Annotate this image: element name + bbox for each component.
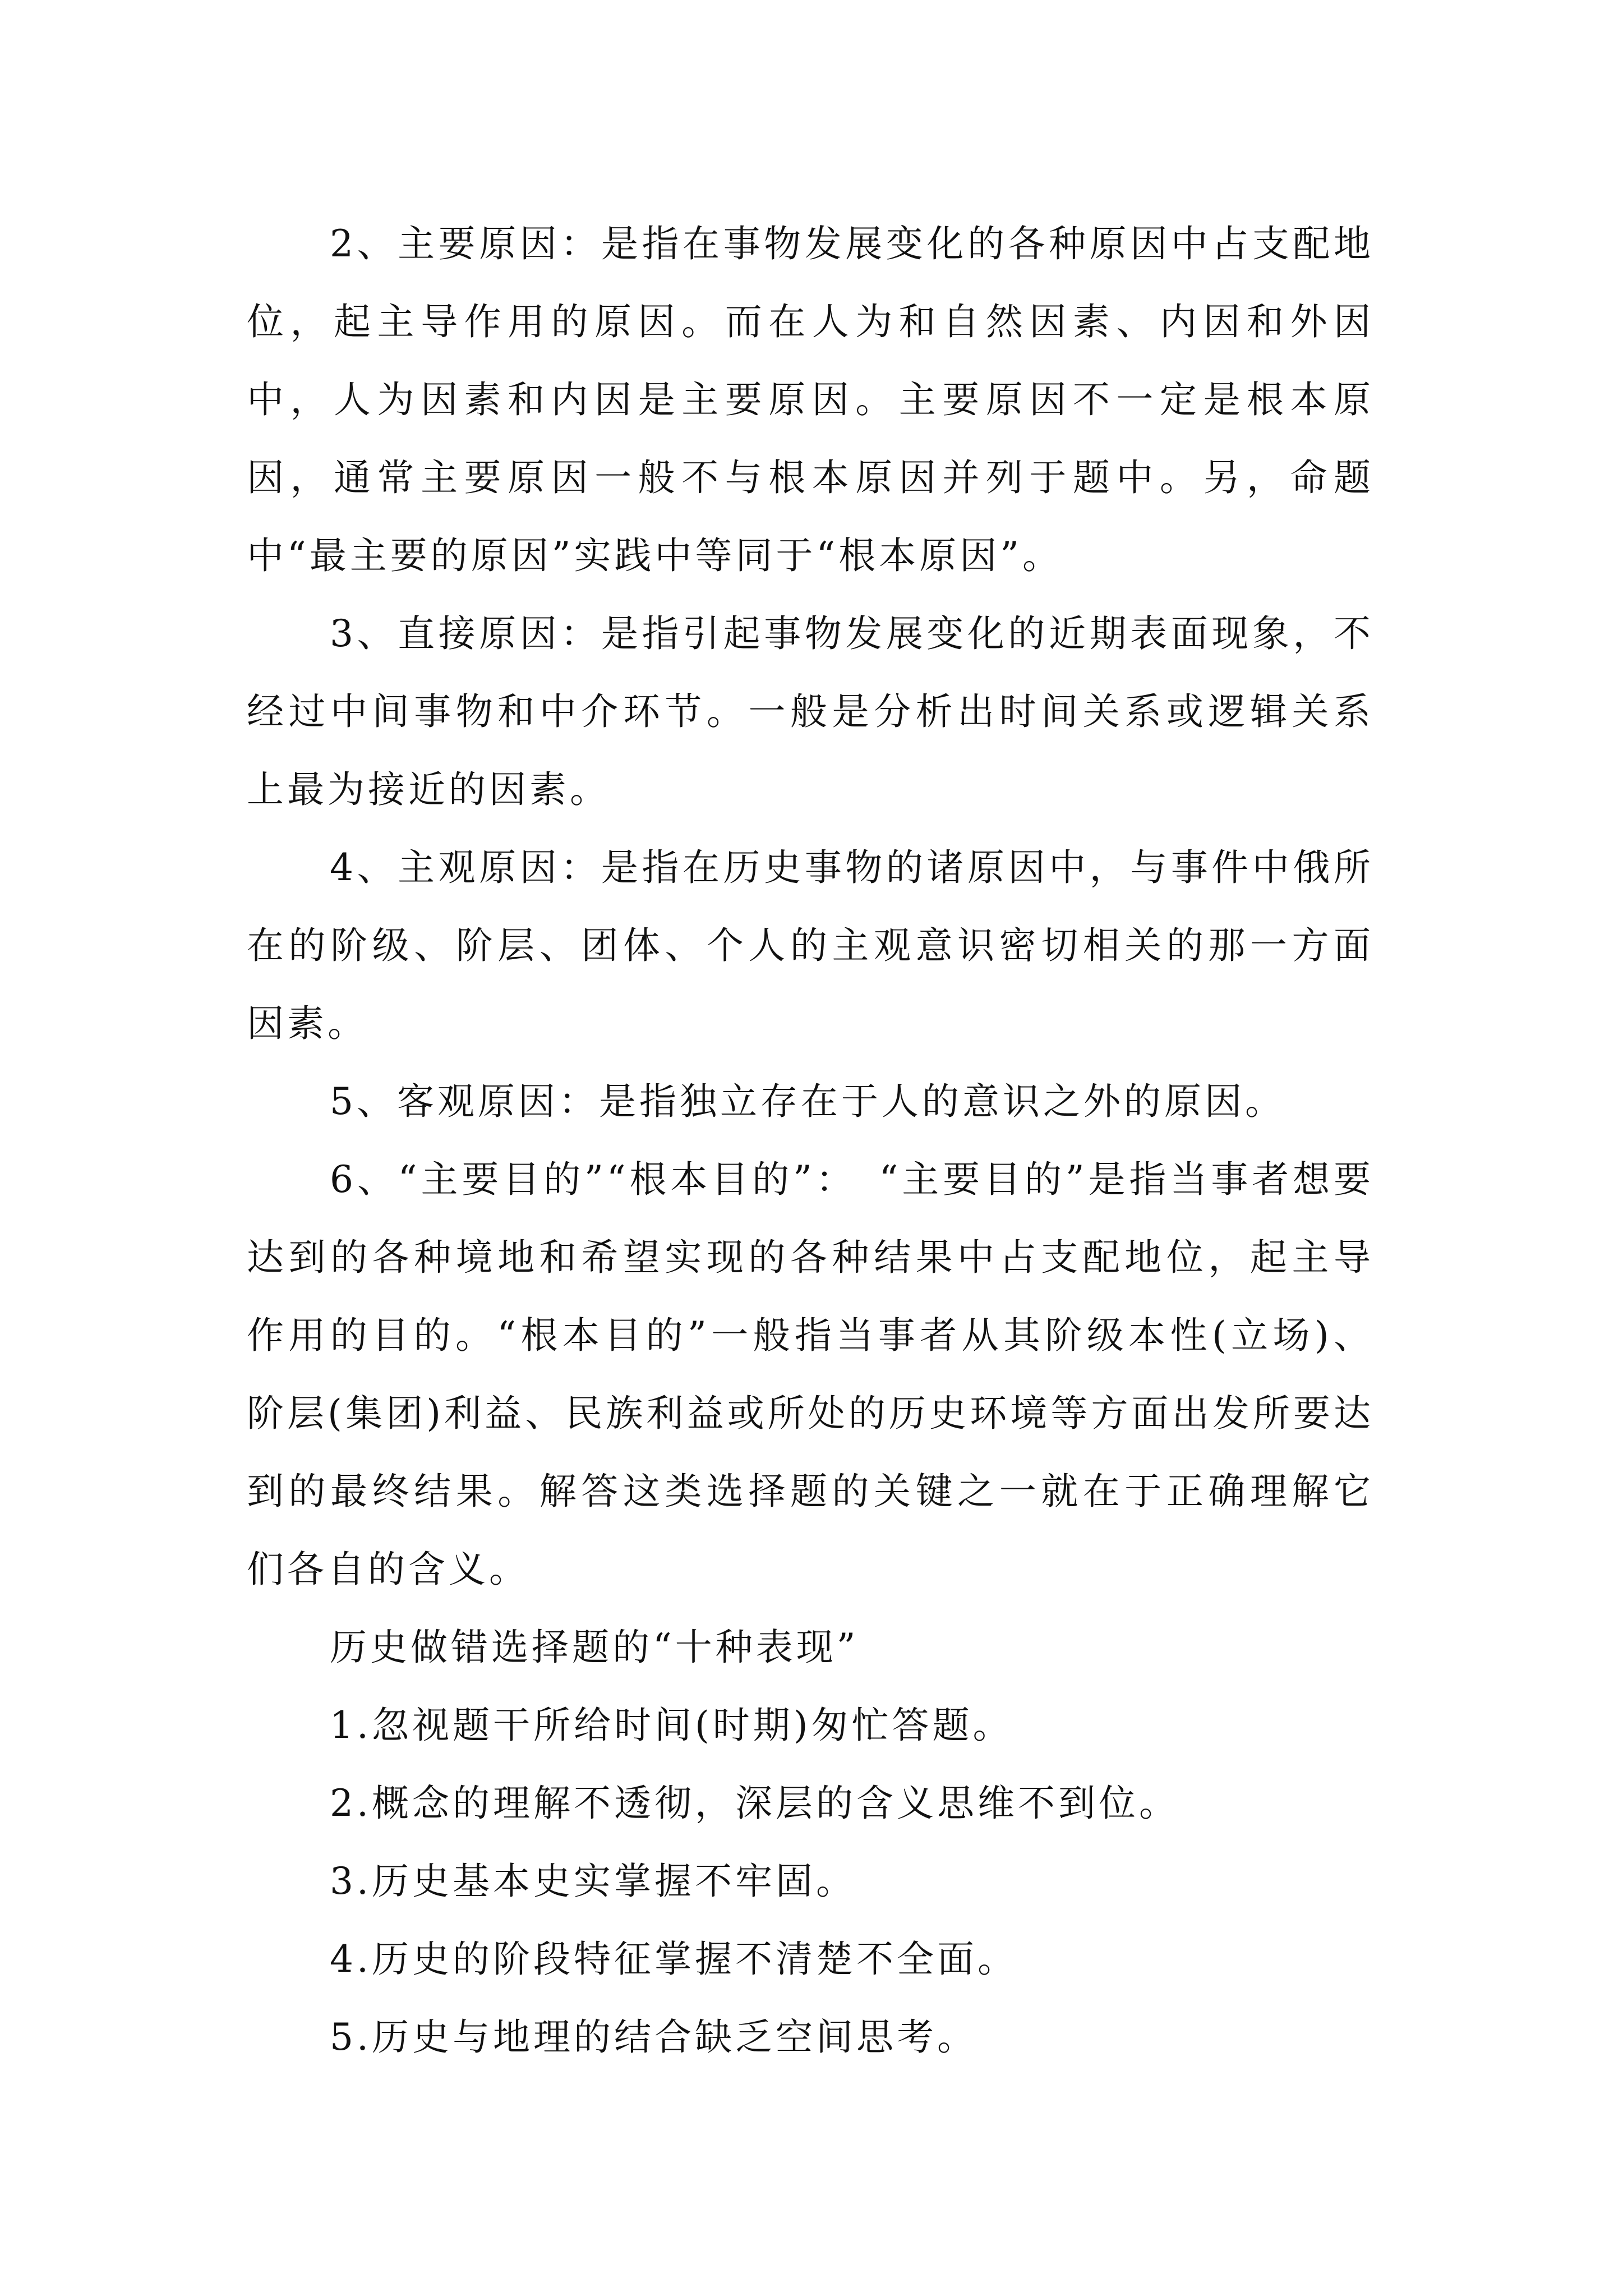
list-item-1: 1.忽视题干所给时间(时期)匆忙答题。 (330, 1704, 1013, 1747)
list-item-3: 3.历史基本史实掌握不牢固。 (330, 1860, 856, 1903)
paragraph-main-cause: 2、主要原因：是指在事物发展变化的各种原因中占支配地位，起主导作用的原因。而在人为和自然因素、内因和外因中，人为因素和内因是主要原因。主要原因不一定是根本原因，通常主要原因一般不与根本原因并列于题中。另，命题中“最主要的原因”实践中等同于“根本原因”。 (247, 222, 1374, 577)
paragraph-subjective-cause: 4、主观原因：是指在历史事物的诸原因中，与事件中俄所在的阶级、阶层、团体、个人的主观意识密切相关的那一方面因素。 (247, 846, 1374, 1045)
document-body (247, 205, 1374, 2076)
list-item-4: 4.历史的阶段特征掌握不清楚不全面。 (330, 1938, 1018, 1981)
list-item-2: 2.概念的理解不透彻，深层的含义思维不到位。 (330, 1782, 1179, 1825)
paragraph-direct-cause: 3、直接原因：是指引起事物发展变化的近期表面现象，不经过中间事物和中介环节。一般是分析出时间关系或逻辑关系上最为接近的因素。 (247, 612, 1374, 811)
paragraph-purpose: 6、“主要目的”“根本目的”： “主要目的”是指当事者想要达到的各种境地和希望实现的各种结果中占支配地位，起主导作用的目的。“根本目的”一般指当事者从其阶级本性(立场)、阶层(集团)利益、民族利益或所处的历史环境等方面出发所要达到的最终结果。解答这类选择题的关键之一就在于正确理解它们各自的含义。 (247, 1158, 1374, 1591)
section-heading-ten-mistakes: 历史做错选择题的“十种表现” (330, 1626, 859, 1669)
list-item-5: 5.历史与地理的结合缺乏空间思考。 (330, 2016, 978, 2059)
paragraph-objective-cause: 5、客观原因：是指独立存在于人的意识之外的原因。 (330, 1080, 1285, 1123)
